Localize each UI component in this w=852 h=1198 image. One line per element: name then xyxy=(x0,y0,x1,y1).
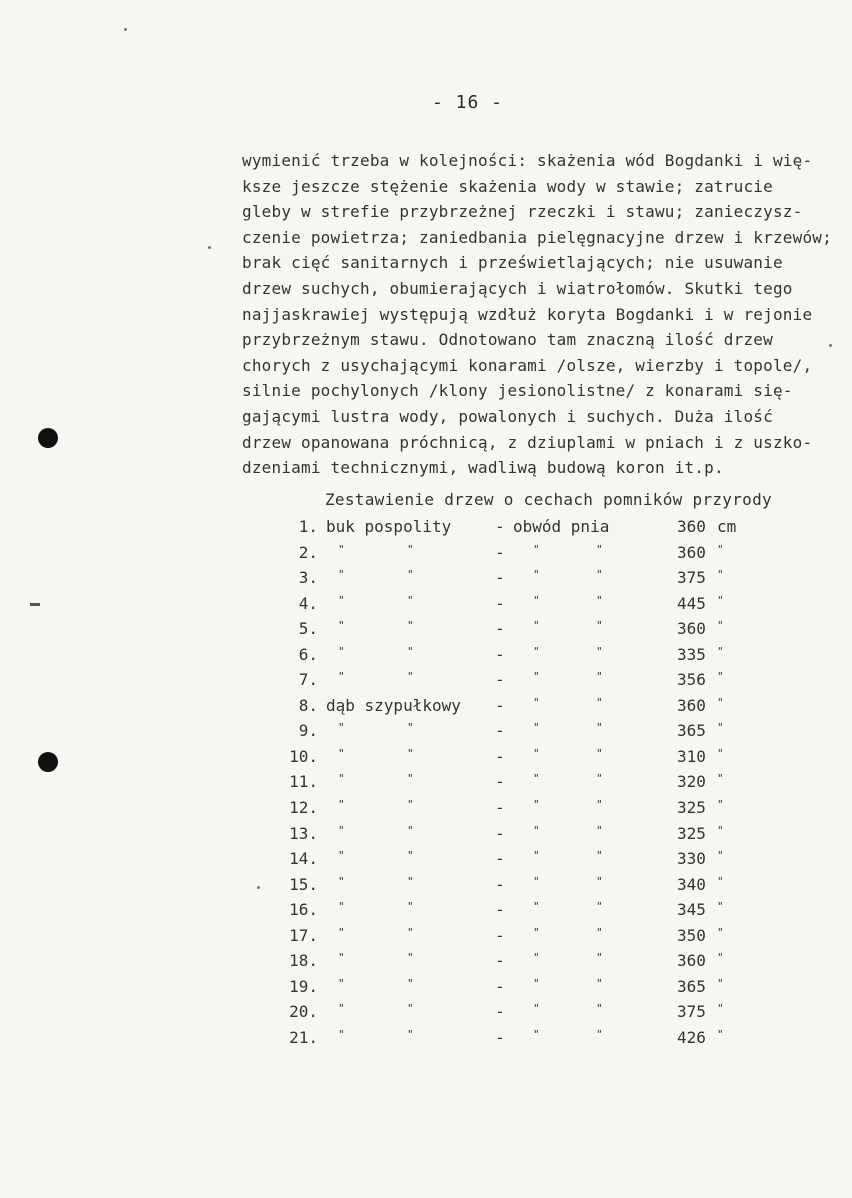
ditto-mark: " xyxy=(717,670,724,684)
ditto-mark: " xyxy=(338,1002,345,1016)
girth-value: 445 xyxy=(677,593,706,613)
body-paragraph xyxy=(242,148,842,481)
row-number: 2. xyxy=(298,542,318,562)
paragraph-line: ksze jeszcze stężenie skażenia wody w stawie; zatrucie xyxy=(242,176,773,196)
ditto-mark: " xyxy=(596,823,603,837)
girth-value: 375 xyxy=(677,568,706,588)
paragraph-line: dzeniami technicznymi, wadliwą budową koron it.p. xyxy=(242,458,724,478)
table-row xyxy=(0,824,852,850)
ditto-mark: " xyxy=(533,976,540,990)
ditto-mark: " xyxy=(338,976,345,990)
ditto-mark: " xyxy=(533,1002,540,1016)
dash: - xyxy=(495,721,505,741)
row-number: 1. xyxy=(298,517,318,536)
row-number: 5. xyxy=(298,619,318,639)
row-number: 15. xyxy=(289,874,318,894)
table-row xyxy=(0,543,852,569)
ditto-mark: " xyxy=(407,721,414,735)
ditto-mark: " xyxy=(717,721,724,735)
dash: - xyxy=(495,823,505,843)
dash: - xyxy=(495,619,505,639)
ditto-mark: " xyxy=(717,644,724,658)
ditto-mark: " xyxy=(596,925,603,939)
girth-value: 345 xyxy=(677,900,706,920)
row-number: 11. xyxy=(289,772,318,792)
ditto-mark: " xyxy=(533,619,540,633)
row-number: 18. xyxy=(289,951,318,971)
ditto-mark: " xyxy=(338,542,345,556)
paragraph-line: gającymi lustra wody, powalonych i suchych. Duża ilość xyxy=(242,406,773,426)
dash: - xyxy=(495,1002,505,1022)
ditto-mark: " xyxy=(717,849,724,863)
ditto-mark: " xyxy=(533,900,540,914)
ditto-mark: " xyxy=(407,900,414,914)
dash: - xyxy=(495,925,505,945)
girth-value: 365 xyxy=(677,976,706,996)
table-row xyxy=(0,696,852,722)
ditto-mark: " xyxy=(717,619,724,633)
ditto-mark: " xyxy=(596,721,603,735)
ditto-mark: " xyxy=(407,849,414,863)
ditto-mark: " xyxy=(338,900,345,914)
row-number: 12. xyxy=(289,798,318,818)
ditto-mark: " xyxy=(407,874,414,888)
measure-label: obwód pnia xyxy=(513,517,610,536)
row-number: 6. xyxy=(298,644,318,664)
row-number: 16. xyxy=(289,900,318,920)
dash: - xyxy=(495,849,505,869)
ditto-mark: " xyxy=(533,644,540,658)
ditto-mark: " xyxy=(338,1027,345,1041)
ditto-mark: " xyxy=(407,542,414,556)
paragraph-line: czenie powietrza; zaniedbania pielęgnacyjne drzew i krzewów; xyxy=(242,227,832,247)
dash: - xyxy=(495,670,505,690)
ditto-mark: " xyxy=(338,670,345,684)
row-number: 20. xyxy=(289,1002,318,1022)
girth-value: 426 xyxy=(677,1027,706,1047)
row-number: 8. xyxy=(298,695,318,715)
ditto-mark: " xyxy=(596,874,603,888)
row-number: 13. xyxy=(289,823,318,843)
dash: - xyxy=(495,746,505,766)
dash: - xyxy=(495,900,505,920)
ditto-mark: " xyxy=(338,619,345,633)
ditto-mark: " xyxy=(596,619,603,633)
ditto-mark: " xyxy=(407,1002,414,1016)
ditto-mark: " xyxy=(338,823,345,837)
ditto-mark: " xyxy=(596,900,603,914)
ditto-mark: " xyxy=(407,746,414,760)
ditto-mark: " xyxy=(407,1027,414,1041)
girth-value: 356 xyxy=(677,670,706,690)
ditto-mark: " xyxy=(533,823,540,837)
ditto-mark: " xyxy=(717,798,724,812)
paragraph-line: silnie pochylonych /klony jesionolistne/ z konarami się- xyxy=(242,381,793,401)
ditto-mark: " xyxy=(533,568,540,582)
dash: - xyxy=(495,644,505,664)
ditto-mark: " xyxy=(338,798,345,812)
ditto-mark: " xyxy=(407,670,414,684)
dash: - xyxy=(495,874,505,894)
paragraph-line: wymienić trzeba w kolejności: skażenia wód Bogdanki i wię- xyxy=(242,151,813,170)
ditto-mark: " xyxy=(338,951,345,965)
ditto-mark: " xyxy=(407,951,414,965)
table-row xyxy=(0,619,852,645)
ditto-mark: " xyxy=(533,1027,540,1041)
species-name: dąb szypułkowy xyxy=(326,695,461,715)
table-row xyxy=(0,900,852,926)
girth-value: 350 xyxy=(677,925,706,945)
ditto-mark: " xyxy=(533,695,540,709)
table-row xyxy=(0,517,852,543)
ditto-mark: " xyxy=(407,772,414,786)
ditto-mark: " xyxy=(533,746,540,760)
row-number: 14. xyxy=(289,849,318,869)
table-row xyxy=(0,670,852,696)
paragraph-line: najjaskrawiej występują wzdłuż koryta Bogdanki i w rejonie xyxy=(242,304,813,324)
girth-value: 365 xyxy=(677,721,706,741)
girth-value: 360 xyxy=(677,951,706,971)
ditto-mark: " xyxy=(338,721,345,735)
ditto-mark: " xyxy=(533,849,540,863)
ditto-mark: " xyxy=(338,644,345,658)
ditto-mark: " xyxy=(596,670,603,684)
row-number: 3. xyxy=(298,568,318,588)
girth-value: 360 xyxy=(677,542,706,562)
ditto-mark: " xyxy=(596,976,603,990)
species-name: buk pospolity xyxy=(326,517,452,536)
ditto-mark: " xyxy=(533,925,540,939)
ditto-mark: " xyxy=(717,874,724,888)
ditto-mark: " xyxy=(338,925,345,939)
table-row xyxy=(0,645,852,671)
ditto-mark: " xyxy=(717,823,724,837)
ditto-mark: " xyxy=(596,593,603,607)
ditto-mark: " xyxy=(717,746,724,760)
ditto-mark: " xyxy=(407,593,414,607)
paper-speck xyxy=(124,28,127,31)
ditto-mark: " xyxy=(407,619,414,633)
dash: - xyxy=(495,798,505,818)
ditto-mark: " xyxy=(596,1002,603,1016)
row-number: 19. xyxy=(289,976,318,996)
ditto-mark: " xyxy=(407,798,414,812)
dash: - xyxy=(495,772,505,792)
ditto-mark: " xyxy=(338,772,345,786)
ditto-mark: " xyxy=(717,1027,724,1041)
dash: - xyxy=(495,1027,505,1047)
ditto-mark: " xyxy=(596,542,603,556)
table-row xyxy=(0,1028,852,1054)
table-row xyxy=(0,798,852,824)
paragraph-line: chorych z usychającymi konarami /olsze, wierzby i topole/, xyxy=(242,355,813,375)
dash: - xyxy=(495,542,505,562)
girth-value: 340 xyxy=(677,874,706,894)
table-row xyxy=(0,721,852,747)
ditto-mark: " xyxy=(717,772,724,786)
dash: - xyxy=(495,951,505,971)
table-row xyxy=(0,747,852,773)
paragraph-line: przybrzeżnym stawu. Odnotowano tam znaczną ilość drzew xyxy=(242,330,773,350)
girth-value: 375 xyxy=(677,1002,706,1022)
dash: - xyxy=(495,568,505,588)
page-number: - 16 - xyxy=(432,92,504,113)
unit-label: cm xyxy=(717,517,737,536)
table-row xyxy=(0,594,852,620)
table-row xyxy=(0,1002,852,1028)
row-number: 10. xyxy=(289,746,318,766)
ditto-mark: " xyxy=(338,849,345,863)
dash: - xyxy=(495,695,505,715)
girth-value: 325 xyxy=(677,823,706,843)
ditto-mark: " xyxy=(407,925,414,939)
table-row xyxy=(0,977,852,1003)
ditto-mark: " xyxy=(407,823,414,837)
girth-value: 335 xyxy=(677,644,706,664)
dash: - xyxy=(495,593,505,613)
ditto-mark: " xyxy=(338,568,345,582)
ditto-mark: " xyxy=(596,695,603,709)
ditto-mark: " xyxy=(596,1027,603,1041)
row-number: 7. xyxy=(298,670,318,690)
ditto-mark: " xyxy=(596,849,603,863)
ditto-mark: " xyxy=(717,568,724,582)
ditto-mark: " xyxy=(533,874,540,888)
ditto-mark: " xyxy=(717,593,724,607)
girth-value: 360 xyxy=(677,619,706,639)
ditto-mark: " xyxy=(533,798,540,812)
dash: - xyxy=(495,976,505,996)
row-number: 21. xyxy=(289,1027,318,1047)
tree-table xyxy=(0,517,852,1053)
table-row xyxy=(0,951,852,977)
girth-value: 320 xyxy=(677,772,706,792)
ditto-mark: " xyxy=(717,542,724,556)
paragraph-line: gleby w strefie przybrzeżnej rzeczki i stawu; zanieczysz- xyxy=(242,202,803,222)
row-number: 4. xyxy=(298,593,318,613)
ditto-mark: " xyxy=(717,900,724,914)
girth-value: 360 xyxy=(677,695,706,715)
girth-value: 310 xyxy=(677,746,706,766)
girth-value: 325 xyxy=(677,798,706,818)
table-row xyxy=(0,772,852,798)
ditto-mark: " xyxy=(596,951,603,965)
row-number: 17. xyxy=(289,925,318,945)
ditto-mark: " xyxy=(717,925,724,939)
ditto-mark: " xyxy=(533,721,540,735)
ditto-mark: " xyxy=(596,798,603,812)
ditto-mark: " xyxy=(407,568,414,582)
punch-hole xyxy=(38,428,58,448)
paragraph-line: drzew opanowana próchnicą, z dziuplami w pniach i z uszko- xyxy=(242,432,813,452)
ditto-mark: " xyxy=(338,874,345,888)
ditto-mark: " xyxy=(407,976,414,990)
ditto-mark: " xyxy=(533,542,540,556)
ditto-mark: " xyxy=(533,951,540,965)
table-row xyxy=(0,849,852,875)
ditto-mark: " xyxy=(338,746,345,760)
ditto-mark: " xyxy=(533,670,540,684)
ditto-mark: " xyxy=(596,568,603,582)
table-row xyxy=(0,875,852,901)
girth-value: 330 xyxy=(677,849,706,869)
ditto-mark: " xyxy=(596,772,603,786)
table-title: Zestawienie drzew o cechach pomników przyrody xyxy=(325,490,772,509)
paper-speck xyxy=(208,246,211,249)
ditto-mark: " xyxy=(717,976,724,990)
paragraph-line: brak cięć sanitarnych i prześwietlających; nie usuwanie xyxy=(242,253,783,273)
table-row xyxy=(0,568,852,594)
ditto-mark: " xyxy=(717,695,724,709)
ditto-mark: " xyxy=(717,951,724,965)
dash: - xyxy=(495,517,505,536)
ditto-mark: " xyxy=(717,1002,724,1016)
paragraph-line: drzew suchych, obumierających i wiatrołomów. Skutki tego xyxy=(242,278,793,298)
row-number: 9. xyxy=(298,721,318,741)
girth-value: 360 xyxy=(677,517,706,536)
ditto-mark: " xyxy=(338,593,345,607)
ditto-mark: " xyxy=(533,772,540,786)
ditto-mark: " xyxy=(596,644,603,658)
ditto-mark: " xyxy=(533,593,540,607)
ditto-mark: " xyxy=(596,746,603,760)
ditto-mark: " xyxy=(407,644,414,658)
table-row xyxy=(0,926,852,952)
